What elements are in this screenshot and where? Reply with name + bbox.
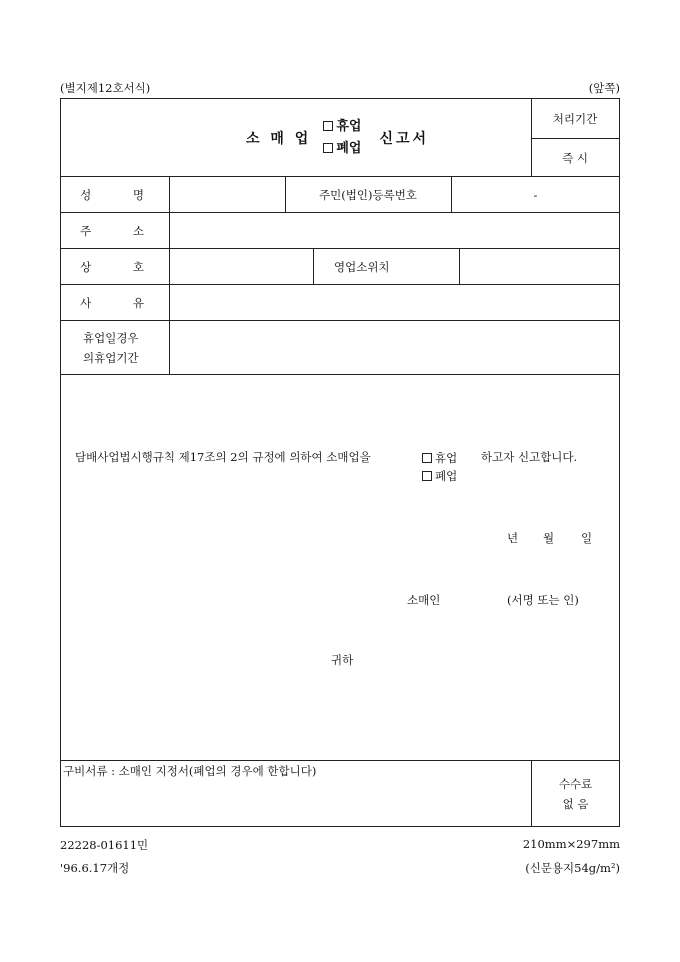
body-option-close: 폐업 bbox=[435, 469, 458, 483]
title-suffix: 신고서 bbox=[379, 130, 430, 147]
retailer-label: 소매인 bbox=[407, 593, 441, 607]
revision-date: '96.6.17개정 bbox=[60, 861, 130, 875]
fee-box bbox=[532, 761, 619, 826]
fee-value: 없 음 bbox=[562, 796, 589, 811]
trade-name-field[interactable] bbox=[170, 249, 313, 284]
declaration-options bbox=[422, 449, 457, 485]
address-label: 주 소 bbox=[80, 223, 150, 238]
title-prefix: 소 매 업 bbox=[246, 130, 312, 147]
date-day: 일 bbox=[581, 531, 593, 545]
body-checkbox-close[interactable] bbox=[422, 471, 432, 481]
business-location-field[interactable] bbox=[460, 249, 619, 284]
date-month: 월 bbox=[543, 531, 555, 545]
checkbox-suspend[interactable] bbox=[323, 121, 333, 131]
business-location-label: 영업소위치 bbox=[334, 259, 390, 274]
closure-period-field[interactable] bbox=[170, 321, 619, 374]
signature-field[interactable]: (서명 또는 인) bbox=[507, 593, 579, 607]
registration-number-label: 주민(법인)등록번호 bbox=[319, 187, 417, 202]
reason-field[interactable] bbox=[170, 285, 619, 320]
body-option-suspend: 휴업 bbox=[435, 451, 458, 465]
name-label: 성 명 bbox=[80, 187, 150, 202]
statement-end: 하고자 신고합니다. bbox=[481, 450, 578, 464]
name-field[interactable] bbox=[170, 177, 285, 212]
body-checkbox-suspend[interactable] bbox=[422, 453, 432, 463]
processing-period-value: 즉 시 bbox=[562, 150, 588, 165]
closure-period-label bbox=[61, 321, 169, 374]
fee-label: 수수료 bbox=[558, 776, 593, 791]
processing-period-label: 처리기간 bbox=[552, 111, 598, 126]
paper-type: (신문용지54g/m²) bbox=[525, 861, 620, 875]
title-option-suspend: 휴업 bbox=[336, 118, 362, 134]
form-number: 22228-01611민 bbox=[60, 838, 149, 852]
date-year: 년 bbox=[507, 531, 519, 545]
addressee: 귀하 bbox=[331, 653, 354, 667]
paper-size: 210mm×297mm bbox=[522, 837, 620, 851]
declaration-statement bbox=[75, 449, 371, 465]
form-code: (별지제12호서식) bbox=[60, 81, 151, 95]
trade-name-label: 상 호 bbox=[80, 259, 150, 274]
registration-number-field[interactable]: - bbox=[533, 187, 538, 202]
form-title bbox=[246, 99, 429, 176]
closure-period-label-line1: 휴업일경우 bbox=[83, 330, 139, 345]
reason-label: 사 유 bbox=[80, 295, 150, 310]
required-documents: 구비서류 : 소매인 지정서(폐업의 경우에 한합니다) bbox=[63, 764, 317, 778]
address-field[interactable] bbox=[170, 213, 619, 248]
closure-period-label-line2: 의휴업기간 bbox=[83, 350, 139, 365]
title-option-close: 폐업 bbox=[336, 140, 362, 156]
page-side: (앞쪽) bbox=[588, 81, 620, 95]
statement-text: 담배사업법시행규칙 제17조의 2의 규정에 의하여 소매업을 bbox=[75, 450, 371, 464]
report-form bbox=[60, 98, 620, 827]
checkbox-close[interactable] bbox=[323, 143, 333, 153]
